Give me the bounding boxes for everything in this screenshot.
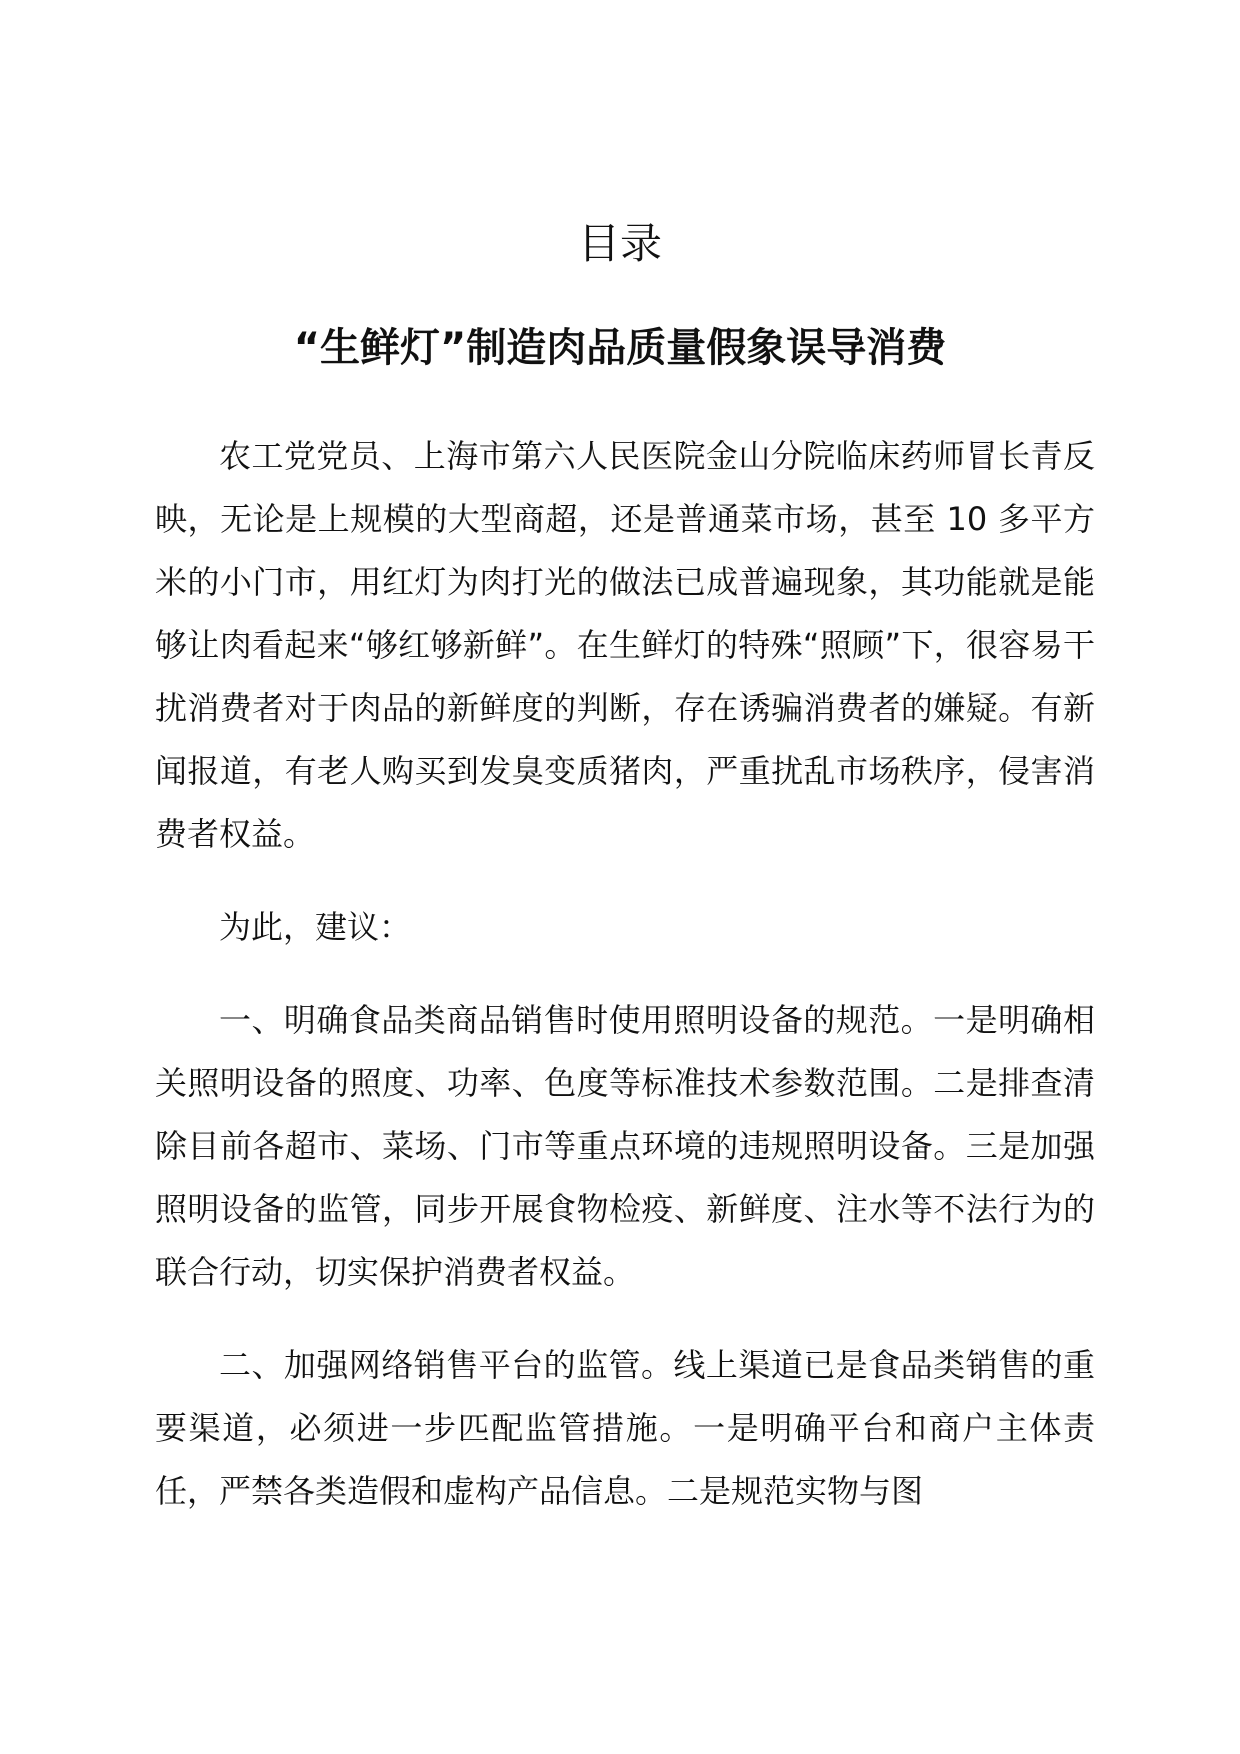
paragraph-suggestion-two: 二、加强网络销售平台的监管。线上渠道已是食品类销售的重要渠道，必须进一步匹配监管措施。一是明确平台和商户主体责任，严禁各类造假和虚构产品信息。二是规范实物与图 — [155, 1346, 1095, 1510]
document-body — [155, 425, 1095, 1553]
paragraph-suggestion-intro: 为此，建议： — [219, 908, 412, 946]
toc-heading: 目录 — [577, 219, 662, 268]
document-title: “生鲜灯”制造肉品质量假象误导消费 — [293, 325, 947, 371]
paragraph-suggestion-one: 一、明确食品类商品销售时使用照明设备的规范。一是明确相关照明设备的照度、功率、色度等标准技术参数范围。二是排查清除目前各超市、菜场、门市等重点环境的违规照明设备。三是加强照明设备的监管，同步开展食物检疫、新鲜度、注水等不法行为的联合行动，切实保护消费者权益。 — [155, 1001, 1095, 1291]
paragraph-report: 农工党党员、上海市第六人民医院金山分院临床药师冒长青反映，无论是上规模的大型商超，还是普通菜市场，甚至 10 多平方米的小门市，用红灯为肉打光的做法已成普遍现象，其功能就是能够让肉看起来“够红够新鲜”。在生鲜灯的特殊“照顾”下，很容易干扰消费者对于肉品的新鲜度的判断，存在诱骗消费者的嫌疑。有新闻报道，有老人购买到发臭变质猪肉，严重扰乱市场秩序，侵害消费者权益。 — [155, 437, 1095, 853]
